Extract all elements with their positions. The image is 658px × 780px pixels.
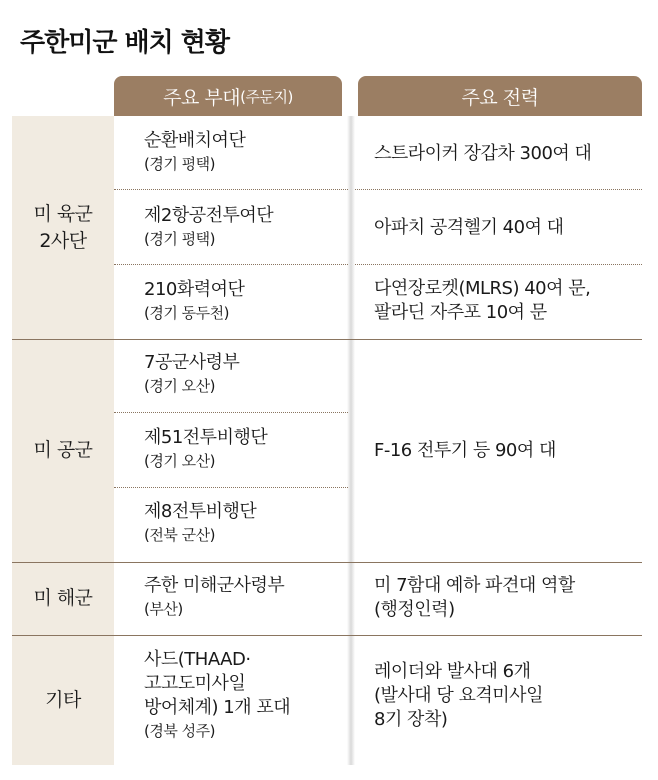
force-text: 레이더와 발사대 6개 [374, 661, 531, 682]
unit-name: 사드(THAAD· [144, 649, 251, 670]
group-name-line: 기타 [45, 688, 81, 711]
force-text: (행정인력) [374, 599, 455, 620]
row-separator [114, 487, 348, 488]
page-title: 주한미군 배치 현황 [20, 28, 230, 58]
force-text: 팔라딘 자주포 10여 문 [374, 302, 547, 323]
group-army-label [12, 116, 114, 339]
unit-name: 7공군사령부 [144, 352, 240, 373]
row-separator [114, 189, 348, 190]
force-cell [374, 277, 590, 325]
header-forces [358, 76, 642, 116]
unit-name: 제51전투비행단 [144, 427, 268, 448]
force-cell [374, 574, 575, 622]
unit-name: 210화력여단 [144, 279, 245, 300]
force-text: 8기 장착) [374, 709, 448, 730]
unit-location: (경기 오산) [144, 377, 215, 395]
force-text: 미 7함대 예하 파견대 역할 [374, 575, 575, 596]
unit-name: 방어체계) 1개 포대 [144, 697, 291, 718]
row-separator [114, 412, 348, 413]
unit-location: (경기 평택) [144, 155, 215, 173]
force-cell [374, 216, 564, 240]
unit-cell [144, 204, 273, 250]
unit-cell [144, 574, 284, 620]
header-units [114, 76, 342, 116]
group-name-line: 미 공군 [33, 439, 93, 461]
row-separator [355, 264, 642, 265]
group-name-line: 2사단 [39, 229, 87, 252]
unit-location: (경기 평택) [144, 230, 215, 248]
group-separator [12, 635, 642, 636]
unit-name: 제2항공전투여단 [144, 205, 274, 226]
force-text: (발사대 당 요격미사일 [374, 685, 543, 706]
unit-location: (전북 군산) [144, 526, 215, 544]
row-separator [114, 264, 348, 265]
unit-cell [144, 500, 256, 546]
force-text: F-16 전투기 등 90여 대 [374, 440, 556, 461]
header-units-label: 주요 부대 [163, 86, 241, 109]
group-separator [12, 562, 642, 563]
unit-location: (경기 오산) [144, 452, 215, 470]
unit-name: 주한 미해군사령부 [144, 575, 285, 596]
force-text: 스트라이커 장갑차 300여 대 [374, 143, 592, 164]
unit-name: 순환배치여단 [144, 130, 246, 151]
group-name-line: 미 육군 [33, 202, 93, 225]
group-name-line: 미 해군 [33, 587, 93, 609]
group-separator [12, 339, 642, 340]
force-cell [374, 439, 556, 463]
force-cell [374, 142, 591, 166]
group-airforce-label [12, 339, 114, 562]
unit-location: (경기 동두천) [144, 304, 229, 322]
unit-location: (부산) [144, 600, 183, 618]
unit-name: 제8전투비행단 [144, 501, 257, 522]
group-navy-label [12, 562, 114, 635]
force-text: 다연장로켓(MLRS) 40여 문, [374, 278, 591, 299]
unit-cell [144, 351, 239, 397]
group-other-label [12, 635, 114, 765]
row-separator [355, 189, 642, 190]
unit-cell [144, 426, 267, 472]
force-text: 아파치 공격헬기 40여 대 [374, 217, 564, 238]
force-cell [374, 660, 543, 732]
column-divider [347, 116, 355, 765]
unit-name: 고고도미사일 [144, 673, 246, 694]
unit-cell [144, 648, 290, 742]
unit-location: (경북 성주) [144, 722, 215, 740]
header-forces-label: 주요 전력 [461, 86, 539, 109]
unit-cell [144, 278, 244, 324]
header-units-sub: (주둔지) [240, 87, 293, 106]
unit-cell [144, 129, 245, 175]
